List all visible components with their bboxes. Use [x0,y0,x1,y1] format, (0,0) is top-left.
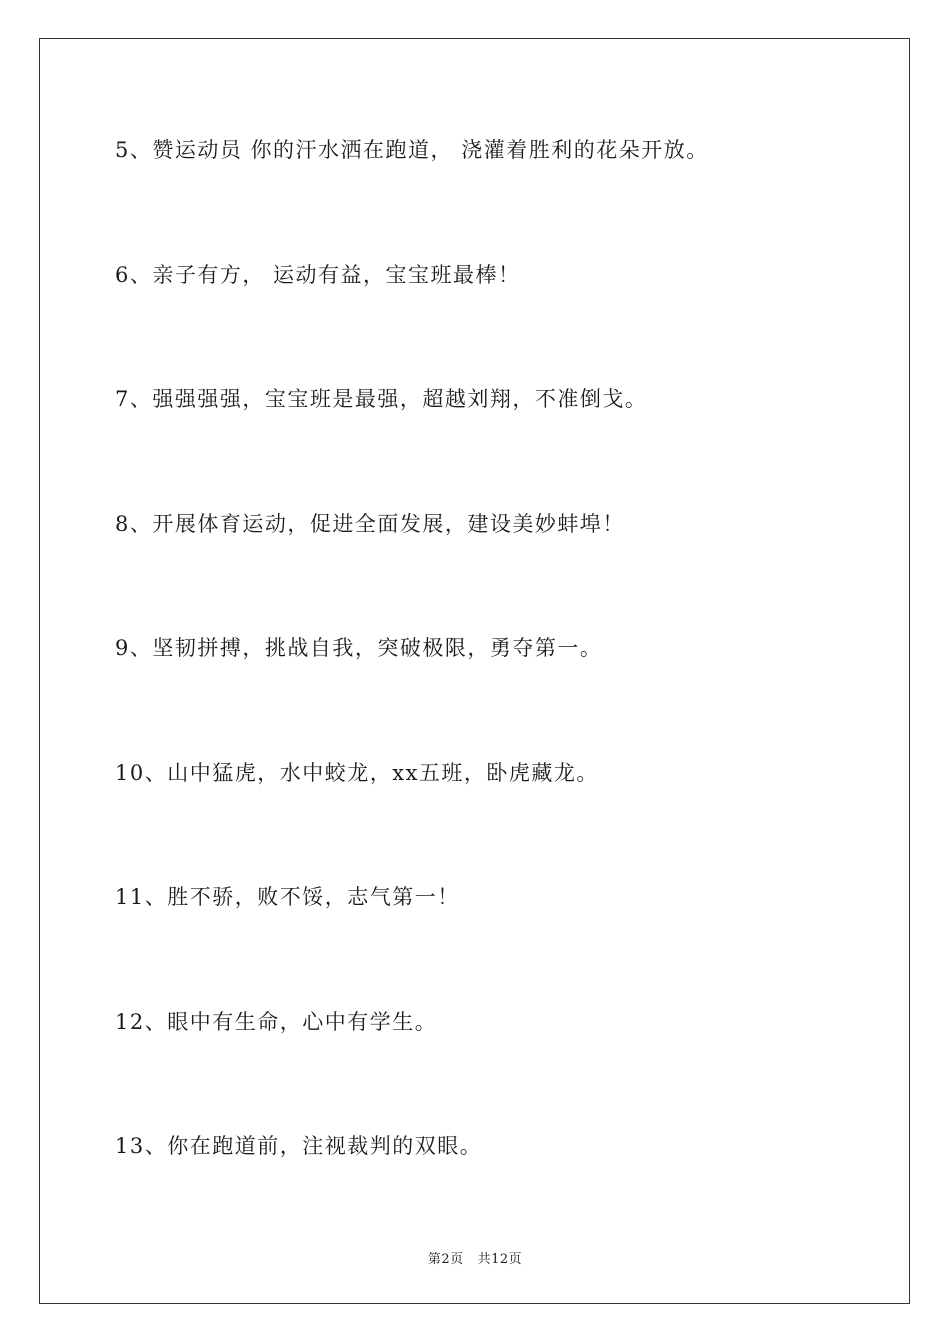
slogan-line: 6、亲子有方， 运动有益，宝宝班最棒！ [115,263,521,287]
slogan-line: 5、赞运动员 你的汗水洒在跑道， 浇灌着胜利的花朵开放。 [115,138,709,162]
page-number: 第2页 [427,1252,464,1267]
slogan-line: 10、山中猛虎，水中蛟龙，xx五班，卧虎藏龙。 [115,761,599,785]
slogan-line: 9、坚韧拼搏，挑战自我，突破极限，勇夺第一。 [115,636,603,660]
slogan-line: 11、胜不骄，败不馁，志气第一！ [115,885,460,909]
page-frame [39,38,910,1304]
slogan-line: 7、强强强强，宝宝班是最强，超越刘翔，不准倒戈。 [115,387,648,411]
page-total: 共12页 [477,1252,523,1267]
slogan-line: 12、眼中有生命，心中有学生。 [115,1010,438,1034]
page-footer [0,1248,950,1267]
slogan-line: 8、开展体育运动，促进全面发展，建设美妙蚌埠！ [115,512,625,536]
slogan-line: 13、你在跑道前，注视裁判的双眼。 [115,1134,483,1158]
